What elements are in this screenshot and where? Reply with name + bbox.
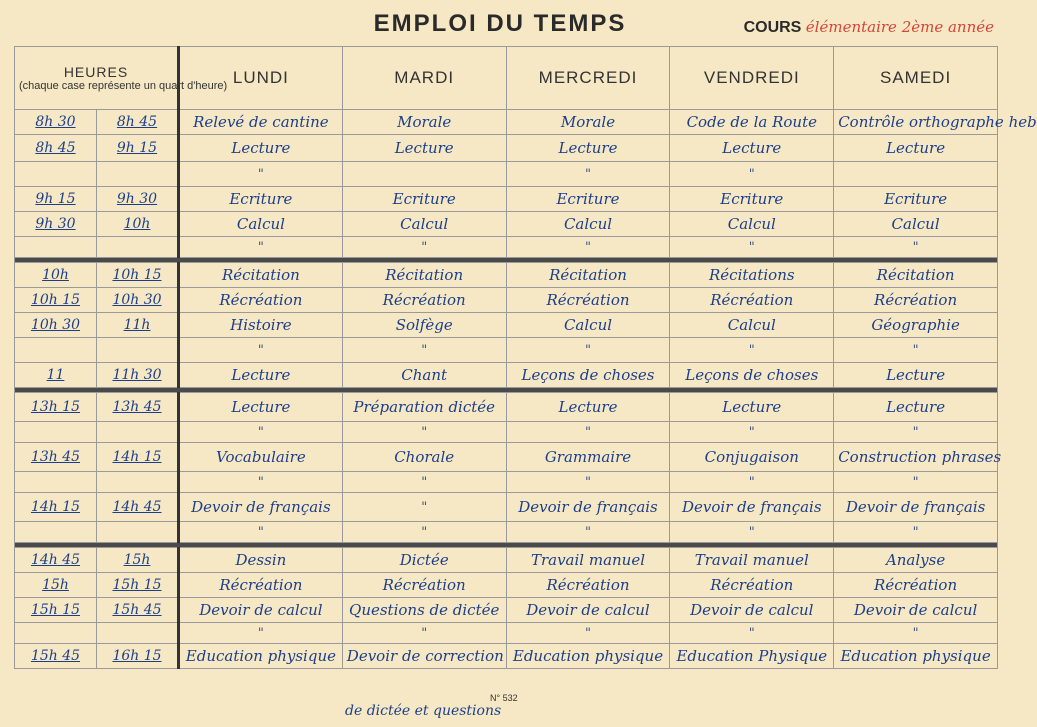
subject-cell: Calcul bbox=[670, 212, 834, 237]
time-from: 8h 30 bbox=[15, 110, 97, 135]
subject-cell: Calcul bbox=[670, 313, 834, 338]
time-to: 10h 15 bbox=[97, 263, 179, 288]
table-row bbox=[15, 573, 998, 598]
table-row bbox=[15, 288, 998, 313]
subject-cell: " bbox=[670, 237, 834, 258]
time-from bbox=[15, 237, 97, 258]
subject-cell: Lecture bbox=[506, 393, 670, 422]
subject-cell: Récréation bbox=[670, 573, 834, 598]
subject-cell bbox=[342, 162, 506, 187]
subject-cell: " bbox=[506, 623, 670, 644]
subject-cell: Récitations bbox=[670, 263, 834, 288]
time-from bbox=[15, 623, 97, 644]
day-header-vendredi: VENDREDI bbox=[670, 47, 834, 110]
time-from: 15h 15 bbox=[15, 598, 97, 623]
table-row bbox=[15, 493, 998, 522]
subject-cell: Education physique bbox=[834, 644, 998, 669]
subject-cell: Devoir de correction bbox=[342, 644, 506, 669]
time-to: 14h 45 bbox=[97, 493, 179, 522]
subject-cell: Ecriture bbox=[342, 187, 506, 212]
subject-cell: Calcul bbox=[342, 212, 506, 237]
time-to bbox=[97, 162, 179, 187]
subject-cell: " bbox=[342, 472, 506, 493]
subject-cell: Analyse bbox=[834, 548, 998, 573]
subject-cell: Récréation bbox=[834, 288, 998, 313]
subject-cell: Morale bbox=[342, 110, 506, 135]
table-row bbox=[15, 548, 998, 573]
time-to bbox=[97, 237, 179, 258]
time-to: 13h 45 bbox=[97, 393, 179, 422]
time-from: 14h 15 bbox=[15, 493, 97, 522]
subject-cell: Solfège bbox=[342, 313, 506, 338]
subject-cell: Ecriture bbox=[179, 187, 343, 212]
subject-cell: Récréation bbox=[179, 573, 343, 598]
time-to: 9h 15 bbox=[97, 135, 179, 162]
time-to: 10h bbox=[97, 212, 179, 237]
table-row bbox=[15, 363, 998, 388]
subject-cell: " bbox=[342, 422, 506, 443]
subject-cell: Ecriture bbox=[506, 187, 670, 212]
time-from: 15h bbox=[15, 573, 97, 598]
subject-cell: " bbox=[834, 422, 998, 443]
subject-cell: Devoir de calcul bbox=[179, 598, 343, 623]
subject-cell: " bbox=[670, 623, 834, 644]
table-row bbox=[15, 162, 998, 187]
subject-cell: Lecture bbox=[506, 135, 670, 162]
time-from: 10h 30 bbox=[15, 313, 97, 338]
time-to: 11h bbox=[97, 313, 179, 338]
subject-cell: Leçons de choses bbox=[670, 363, 834, 388]
subject-cell: " bbox=[342, 522, 506, 543]
subject-cell: " bbox=[506, 237, 670, 258]
subject-cell: Calcul bbox=[506, 212, 670, 237]
subject-cell: " bbox=[342, 493, 506, 522]
table-row bbox=[15, 422, 998, 443]
time-from: 10h 15 bbox=[15, 288, 97, 313]
subject-cell: Devoir de français bbox=[670, 493, 834, 522]
subject-cell: " bbox=[506, 522, 670, 543]
subject-cell: Lecture bbox=[670, 393, 834, 422]
subject-cell: " bbox=[670, 472, 834, 493]
subject-cell: Lecture bbox=[834, 135, 998, 162]
subject-cell: Devoir de calcul bbox=[670, 598, 834, 623]
time-from: 15h 45 bbox=[15, 644, 97, 669]
day-header-samedi: SAMEDI bbox=[834, 47, 998, 110]
subject-cell: Chorale bbox=[342, 443, 506, 472]
time-from: 13h 15 bbox=[15, 393, 97, 422]
timetable bbox=[14, 46, 1037, 669]
time-to bbox=[97, 522, 179, 543]
subject-cell: Contrôle orthographe heb bbox=[834, 110, 998, 135]
table-row bbox=[15, 237, 998, 258]
table-row bbox=[15, 644, 998, 669]
subject-cell: Récitation bbox=[506, 263, 670, 288]
subject-cell: " bbox=[342, 338, 506, 363]
subject-cell: Lecture bbox=[179, 393, 343, 422]
footer-note: de dictée et questions bbox=[345, 703, 502, 719]
time-from: 14h 45 bbox=[15, 548, 97, 573]
time-to: 9h 30 bbox=[97, 187, 179, 212]
subject-cell: " bbox=[506, 472, 670, 493]
subject-cell: " bbox=[834, 237, 998, 258]
time-to: 16h 15 bbox=[97, 644, 179, 669]
subject-cell: Dessin bbox=[179, 548, 343, 573]
time-from bbox=[15, 162, 97, 187]
subject-cell: Lecture bbox=[179, 363, 343, 388]
subject-cell: Récréation bbox=[670, 288, 834, 313]
time-from: 8h 45 bbox=[15, 135, 97, 162]
table-row bbox=[15, 598, 998, 623]
subject-cell bbox=[834, 162, 998, 187]
subject-cell: Préparation dictée bbox=[342, 393, 506, 422]
time-to: 8h 45 bbox=[97, 110, 179, 135]
time-from: 13h 45 bbox=[15, 443, 97, 472]
subject-cell: " bbox=[179, 162, 343, 187]
heures-note: (chaque case représente un quart d'heure) bbox=[19, 80, 228, 92]
subject-cell: " bbox=[670, 162, 834, 187]
subject-cell: " bbox=[179, 338, 343, 363]
time-to: 15h 15 bbox=[97, 573, 179, 598]
subject-cell: " bbox=[834, 522, 998, 543]
subject-cell: Education physique bbox=[506, 644, 670, 669]
subject-cell: Lecture bbox=[670, 135, 834, 162]
subject-cell: Récréation bbox=[342, 573, 506, 598]
subject-cell: Lecture bbox=[834, 363, 998, 388]
time-to: 11h 30 bbox=[97, 363, 179, 388]
subject-cell: " bbox=[342, 237, 506, 258]
table-row bbox=[15, 135, 998, 162]
time-from bbox=[15, 522, 97, 543]
subject-cell: Récréation bbox=[834, 573, 998, 598]
cours-label bbox=[744, 18, 994, 37]
subject-cell: Calcul bbox=[834, 212, 998, 237]
subject-cell: Lecture bbox=[834, 393, 998, 422]
subject-cell: Récréation bbox=[179, 288, 343, 313]
subject-cell: Récréation bbox=[506, 573, 670, 598]
time-from bbox=[15, 338, 97, 363]
time-from: 9h 30 bbox=[15, 212, 97, 237]
subject-cell: Travail manuel bbox=[506, 548, 670, 573]
time-from: 11 bbox=[15, 363, 97, 388]
subject-cell: Devoir de français bbox=[179, 493, 343, 522]
subject-cell: Education physique bbox=[179, 644, 343, 669]
time-to bbox=[97, 338, 179, 363]
time-to: 10h 30 bbox=[97, 288, 179, 313]
subject-cell: Calcul bbox=[179, 212, 343, 237]
subject-cell: " bbox=[670, 338, 834, 363]
time-from bbox=[15, 472, 97, 493]
subject-cell: " bbox=[834, 338, 998, 363]
print-mark: N° 532 bbox=[490, 693, 518, 703]
subject-cell: Calcul bbox=[506, 313, 670, 338]
time-to bbox=[97, 422, 179, 443]
time-from bbox=[15, 422, 97, 443]
subject-cell: Devoir de calcul bbox=[506, 598, 670, 623]
time-to: 14h 15 bbox=[97, 443, 179, 472]
subject-cell: Grammaire bbox=[506, 443, 670, 472]
table-row bbox=[15, 393, 998, 422]
table-row bbox=[15, 472, 998, 493]
subject-cell: Récitation bbox=[834, 263, 998, 288]
table-row bbox=[15, 623, 998, 644]
page-title: EMPLOI DU TEMPS bbox=[373, 10, 627, 37]
subject-cell: Devoir de calcul bbox=[834, 598, 998, 623]
table-row bbox=[15, 263, 998, 288]
table-row bbox=[15, 522, 998, 543]
table-row bbox=[15, 187, 998, 212]
time-to: 15h bbox=[97, 548, 179, 573]
subject-cell: Dictée bbox=[342, 548, 506, 573]
table-row bbox=[15, 338, 998, 363]
subject-cell: Construction phrases bbox=[834, 443, 998, 472]
subject-cell: " bbox=[834, 623, 998, 644]
subject-cell: Lecture bbox=[342, 135, 506, 162]
subject-cell: Récitation bbox=[179, 263, 343, 288]
subject-cell: Devoir de français bbox=[834, 493, 998, 522]
table-row bbox=[15, 443, 998, 472]
day-header-mercredi: MERCREDI bbox=[506, 47, 670, 110]
subject-cell: " bbox=[506, 422, 670, 443]
time-from: 9h 15 bbox=[15, 187, 97, 212]
time-to bbox=[97, 472, 179, 493]
subject-cell: Ecriture bbox=[834, 187, 998, 212]
subject-cell: " bbox=[179, 472, 343, 493]
subject-cell: Lecture bbox=[179, 135, 343, 162]
subject-cell: " bbox=[179, 623, 343, 644]
subject-cell: " bbox=[179, 422, 343, 443]
subject-cell: Travail manuel bbox=[670, 548, 834, 573]
subject-cell: Conjugaison bbox=[670, 443, 834, 472]
subject-cell: Vocabulaire bbox=[179, 443, 343, 472]
cours-label-text: COURS bbox=[743, 19, 802, 36]
subject-cell: " bbox=[834, 472, 998, 493]
table-row bbox=[15, 110, 998, 135]
subject-cell: Devoir de français bbox=[506, 493, 670, 522]
subject-cell: " bbox=[179, 522, 343, 543]
time-to bbox=[97, 623, 179, 644]
subject-cell: Récitation bbox=[342, 263, 506, 288]
subject-cell: " bbox=[179, 237, 343, 258]
subject-cell: " bbox=[342, 623, 506, 644]
subject-cell: Education Physique bbox=[670, 644, 834, 669]
subject-cell: " bbox=[670, 422, 834, 443]
subject-cell: Relevé de cantine bbox=[179, 110, 343, 135]
subject-cell: Chant bbox=[342, 363, 506, 388]
day-header-mardi: MARDI bbox=[342, 47, 506, 110]
subject-cell: Leçons de choses bbox=[506, 363, 670, 388]
time-to: 15h 45 bbox=[97, 598, 179, 623]
heures-label: HEURES bbox=[63, 64, 129, 80]
subject-cell: Code de la Route bbox=[670, 110, 834, 135]
subject-cell: Récréation bbox=[506, 288, 670, 313]
subject-cell: " bbox=[506, 162, 670, 187]
subject-cell: Récréation bbox=[342, 288, 506, 313]
heures-header bbox=[15, 47, 228, 110]
cours-value: élémentaire 2ème année bbox=[805, 18, 994, 36]
subject-cell: Histoire bbox=[179, 313, 343, 338]
table-row bbox=[15, 313, 998, 338]
time-from: 10h bbox=[15, 263, 97, 288]
subject-cell: Ecriture bbox=[670, 187, 834, 212]
subject-cell: Géographie bbox=[834, 313, 998, 338]
subject-cell: Morale bbox=[506, 110, 670, 135]
subject-cell: " bbox=[506, 338, 670, 363]
subject-cell: " bbox=[670, 522, 834, 543]
day-header-lundi: LUNDI bbox=[179, 47, 343, 110]
subject-cell: Questions de dictée bbox=[342, 598, 506, 623]
table-row bbox=[15, 212, 998, 237]
